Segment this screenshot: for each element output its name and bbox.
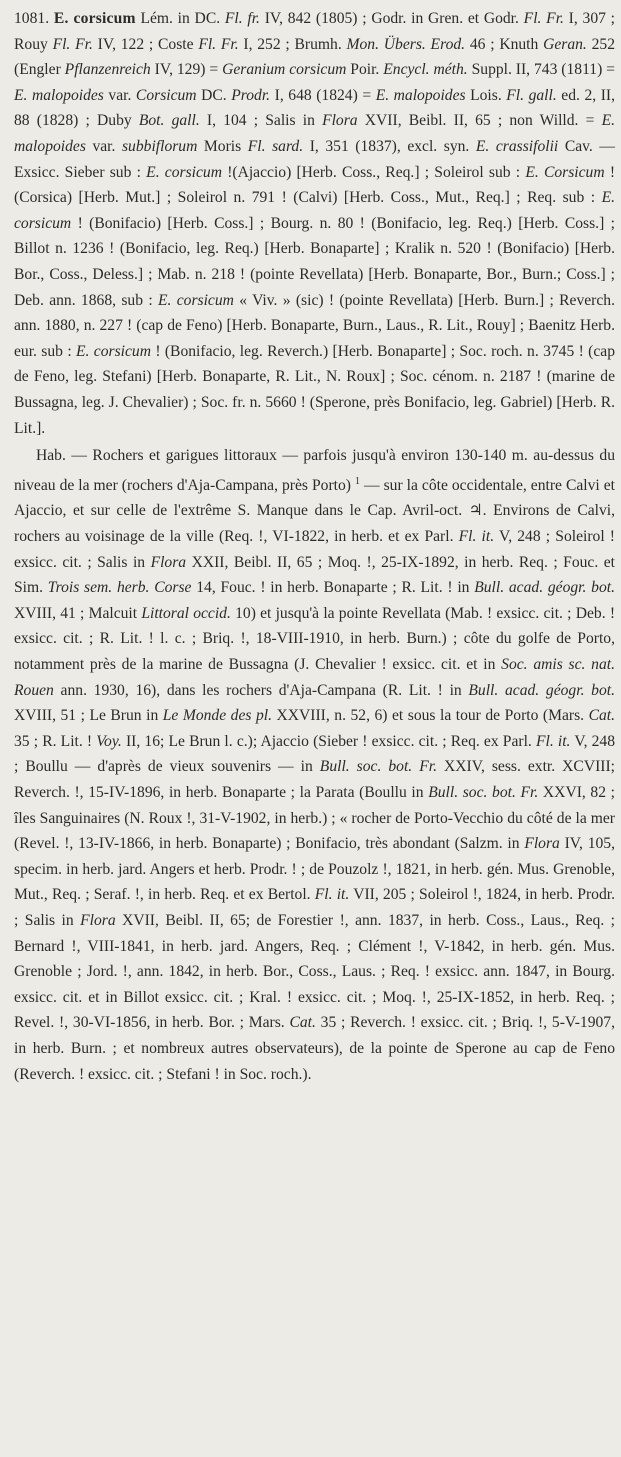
italic-citation: Bull. soc. bot. Fr. <box>319 758 437 776</box>
italic-citation: Bull. acad. géogr. bot. <box>474 579 615 597</box>
italic-citation: subbiflorum <box>121 137 198 155</box>
italic-citation: E. corsicum <box>14 189 615 232</box>
italic-citation: E. corsicum <box>146 163 222 181</box>
italic-citation: Fl. Fr. <box>198 35 239 53</box>
italic-citation: Soc. amis sc. nat. Rouen <box>14 656 616 699</box>
italic-citation: Flora <box>322 112 358 130</box>
italic-citation: E. corsicum <box>158 291 234 309</box>
italic-citation: Fl. gall. <box>506 86 557 104</box>
footnote-marker: 1 <box>354 475 360 487</box>
italic-citation: Encycl. méth. <box>383 61 468 79</box>
italic-citation: Littoral occid. <box>141 604 231 622</box>
italic-citation: Prodr. <box>231 86 271 104</box>
italic-citation: Geranium corsicum <box>222 61 347 79</box>
entry-number: 1081. <box>14 10 50 27</box>
italic-citation: Le Monde des pl. <box>162 707 272 725</box>
italic-citation: E. malopoides <box>14 112 616 155</box>
habitat-text: Hab. — Rochers et garigues littoraux — parfois jusqu'à environ 130-140 m. au-dessus du niveau de la mer (rochers d'Aja-Campana, près Porto) $^1$ — sur la côte occidentale, entre Calvi et Ajaccio, et sur celle de l'extrême S. Manque dans le Cap. Avril-oct. ♃. Environs de Calvi, rochers au voisinage de la ville (Req. !, VI-1822, in herb. et ex Parl. Fl. it. V, 248 ; Soleirol ! exsicc. cit. ; Salis in Flora XXII, Beibl. II, 65 ; Moq. !, 25-IX-1892, in herb. Req. ; Fouc. et Sim. Trois sem. herb. Corse 14, Fouc. ! in herb. Bonaparte ; R. Lit. ! in Bull. acad. géogr. bot. XVIII, 41 ; Malcuit Littoral occid. 10) et jusqu'à la pointe Revellata (Mab. ! exsicc. cit. ; Deb. ! exsicc. cit. ; R. Lit. ! l. c. ; Briq. !, 18-VIII-1910, in herb. Burn.) ; côte du golfe de Porto, notamment près de la marine de Bussagna (J. Chevalier ! exsicc. cit. et in Soc. amis sc. nat. Rouen ann. 1930, 16), dans les rochers d'Aja-Campana (R. Lit. ! in Bull. acad. géogr. bot. XVIII, 51 ; Le Brun in Le Monde des pl. XXVIII, n. 52, 6) et sous la tour de Porto (Mars. Cat. 35 ; R. Lit. ! Voy. II, 16; Le Brun l. c.); Ajaccio (Sieber ! exsicc. cit. ; Req. ex Parl. Fl. it. V, 248 ; Boullu — d'après de vieux souvenirs — in Bull. soc. bot. Fr. XXIV, sess. extr. XCVIII; Reverch. !, 15-IV-1896, in herb. Bonaparte ; la Parata (Boullu in Bull. soc. bot. Fr. XXVI, 82 ; îles Sanguinaires (N. Roux !, 31-V-1902, in herb.) ; « rocher de Porto-Vecchio du côté de la mer (Revel. !, 13-IV-1866, in herb. Bonaparte) ; Bonifacio, très abondant (Salzm. in Flora IV, 105, specim. in herb. jard. Angers et herb. Prodr. ! ; de Pouzolz !, 1821, in herb. gén. Mus. Grenoble, Mut., Req. ; Seraf. !, in herb. Req. et ex Bertol. Fl. it. VII, 205 ; Soleirol !, 1824, in herb. Prodr. ; Salis in Flora XVII, Beibl. II, 65; de Forestier !, ann. 1837, in herb. Coss., Laus., Req. ; Bernard !, VIII-1841, in herb. jard. Angers, Req. ; Clément !, V-1842, in herb. gén. Mus. Grenoble ; Jord. !, ann. 1842, in herb. Bor., Coss., Laus. ; Req. ! exsicc. ann. 1847, in Bourg. exsicc. cit. et in Billot exsicc. cit. ; Kral. ! exsicc. cit. ; Moq. !, 25-IX-1852, in herb. Req. ; Revel. !, 30-VI-1856, in herb. Bor. ; Mars. Cat. 35 ; Reverch. ! exsicc. cit. ; Briq. !, 5-V-1907, in herb. Burn. ; et nombreux autres observateurs), de la pointe de Sperone au cap de Feno (Reverch. ! exsicc. cit. ; Stefani ! in Soc. roch.). <box>14 447 616 1083</box>
italic-citation: E. Corsicum <box>525 163 605 181</box>
italic-citation: Fl. sard. <box>247 137 304 155</box>
italic-citation: Bull. acad. géogr. bot. <box>468 681 615 699</box>
italic-citation: Pflanzenreich <box>64 61 151 79</box>
italic-citation: Fl. fr. <box>224 10 260 27</box>
italic-citation: E. malopoides <box>14 86 104 104</box>
italic-citation: Voy. <box>96 732 122 750</box>
italic-citation: Flora <box>524 835 560 853</box>
habitat-paragraph <box>14 443 615 1087</box>
species-name: E. corsicum <box>53 10 136 27</box>
italic-citation: Bull. soc. bot. Fr. <box>428 784 539 801</box>
italic-citation: Geran. <box>543 35 587 53</box>
italic-citation: Fl. it. <box>535 732 571 750</box>
italic-citation: Bot. gall. <box>138 112 200 130</box>
italic-citation: Flora <box>150 553 187 571</box>
italic-citation: Corsicum <box>135 86 197 104</box>
italic-citation: Fl. Fr. <box>52 35 93 53</box>
italic-citation: Mon. Übers. Erod. <box>346 35 466 53</box>
synonymy-text: Lém. in DC. Fl. fr. IV, 842 (1805) ; Godr. in Gren. et Godr. Fl. Fr. I, 307 ; Rouy Fl. Fr. IV, 122 ; Coste Fl. Fr. I, 252 ; Brumh. Mon. Übers. Erod. 46 ; Knuth Geran. 252 (Engler Pflanzenreich IV, 129) = Geranium corsicum Poir. Encycl. méth. Suppl. II, 743 (1811) = E. malopoides var. Corsicum DC. Prodr. I, 648 (1824) = E. malopoides Lois. Fl. gall. ed. 2, II, 88 (1828) ; Duby Bot. gall. I, 104 ; Salis in Flora XVII, Beibl. II, 65 ; non Willd. = E. malopoides var. subbiflorum Moris Fl. sard. I, 351 (1837), excl. syn. E. crassifolii Cav. — Exsicc. Sieber sub : E. corsicum !(Ajaccio) [Herb. Coss., Req.] ; Soleirol sub : E. Corsicum ! (Corsica) [Herb. Mut.] ; Soleirol n. 791 ! (Calvi) [Herb. Coss., Mut., Req.] ; Req. sub : E. corsicum ! (Bonifacio) [Herb. Coss.] ; Bourg. n. 80 ! (Bonifacio, leg. Req.) [Herb. Coss.] ; Billot n. 1236 ! (Bonifacio, leg. Req.) [Herb. Bonaparte] ; Kralik n. 520 ! (Bonifacio) [Herb. Bor., Coss., Deless.] ; Mab. n. 218 ! (pointe Revellata) [Herb. Bonaparte, Bor., Burn.; Coss.] ; Deb. ann. 1868, sub : E. corsicum « Viv. » (sic) ! (pointe Revellata) [Herb. Burn.] ; Reverch. ann. 1880, n. 227 ! (cap de Feno) [Herb. Bonaparte, Burn., Laus., R. Lit., Rouy] ; Baenitz Herb. eur. sub : E. corsicum ! (Bonifacio, leg. Reverch.) [Herb. Bonaparte] ; Soc. roch. n. 3745 ! (cap de Feno, leg. Stefani) [Herb. Bonaparte, R. Lit., N. Roux] ; Soc. cénom. n. 2187 ! (marine de Bussagna, leg. J. Chevalier) ; Soc. fr. n. 5660 ! (Sperone, près Bonifacio, leg. Gabriel) [Herb. R. Lit.]. <box>14 10 616 437</box>
italic-citation: Fl. Fr. <box>523 10 564 27</box>
italic-citation: Fl. it. <box>458 528 495 546</box>
italic-citation: E. crassifolii <box>475 137 559 155</box>
italic-citation: Flora <box>80 911 116 929</box>
entry-synonymy <box>14 6 615 441</box>
italic-citation: E. malopoides <box>375 86 466 104</box>
italic-citation: Cat. <box>588 707 615 725</box>
italic-citation: Fl. it. <box>314 886 350 904</box>
italic-citation: Trois sem. herb. Corse <box>47 579 192 597</box>
italic-citation: Cat. <box>289 1014 316 1032</box>
italic-citation: E. corsicum <box>76 342 151 360</box>
